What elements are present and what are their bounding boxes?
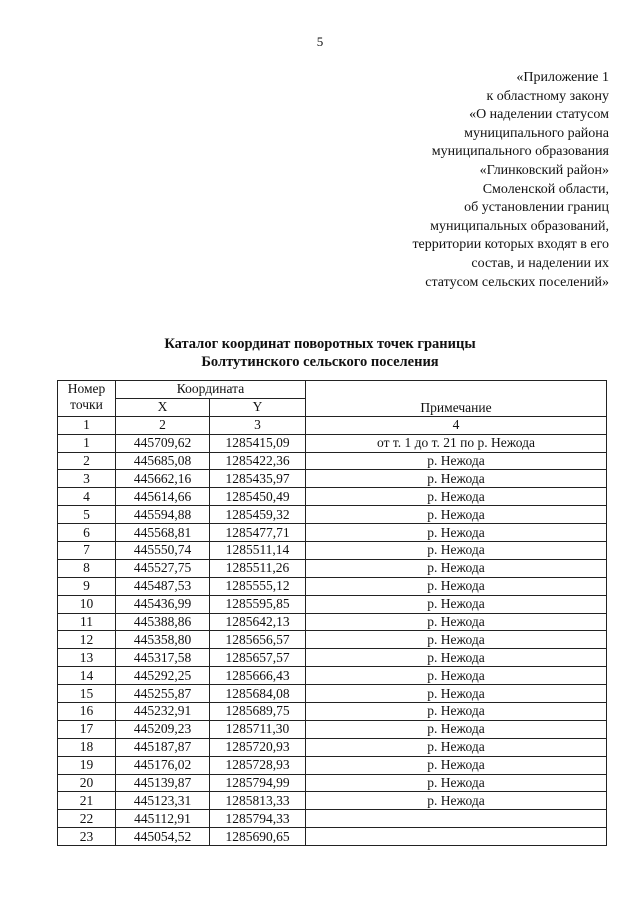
x-coordinate-cell: 445594,88: [116, 506, 210, 524]
column-number-row: [58, 416, 607, 434]
point-number-cell: 4: [58, 488, 116, 506]
y-coordinate-cell: 1285666,43: [210, 667, 306, 685]
note-cell: р. Нежода: [306, 756, 607, 774]
appendix-line: «Глинковский район»: [479, 162, 609, 178]
table-row: [58, 756, 607, 774]
table-row: [58, 685, 607, 703]
point-number-cell: 6: [58, 524, 116, 542]
y-coordinate-cell: 1285684,08: [210, 685, 306, 703]
page-number: 5: [316, 34, 324, 49]
x-coordinate-cell: 445139,87: [116, 774, 210, 792]
note-cell: р. Нежода: [306, 738, 607, 756]
x-coordinate-cell: 445685,08: [116, 452, 210, 470]
x-coordinate-cell: 445209,23: [116, 720, 210, 738]
point-number-cell: 16: [58, 703, 116, 721]
point-number-cell: 7: [58, 542, 116, 560]
y-coordinate-cell: 1285595,85: [210, 595, 306, 613]
appendix-line: муниципального образования: [431, 144, 609, 160]
note-cell: р. Нежода: [306, 792, 607, 810]
y-coordinate-cell: 1285689,75: [210, 703, 306, 721]
table-row: [58, 542, 607, 560]
note-cell: р. Нежода: [306, 667, 607, 685]
note-cell: от т. 1 до т. 21 по р. Нежода: [306, 434, 607, 452]
header-point-number: [58, 381, 116, 417]
point-number-cell: 21: [58, 792, 116, 810]
table-row: [58, 577, 607, 595]
x-coordinate-cell: 445527,75: [116, 559, 210, 577]
table-row: [58, 470, 607, 488]
appendix-line: статусом сельских поселений»: [425, 274, 609, 290]
x-coordinate-cell: 445232,91: [116, 703, 210, 721]
note-cell: р. Нежода: [306, 470, 607, 488]
table-row: [58, 559, 607, 577]
note-cell: р. Нежода: [306, 685, 607, 703]
x-coordinate-cell: 445255,87: [116, 685, 210, 703]
x-coordinate-cell: 445187,87: [116, 738, 210, 756]
point-number-cell: 2: [58, 452, 116, 470]
x-coordinate-cell: 445568,81: [116, 524, 210, 542]
note-cell: р. Нежода: [306, 613, 607, 631]
point-number-cell: 20: [58, 774, 116, 792]
x-coordinate-cell: 445292,25: [116, 667, 210, 685]
title-line: Каталог координат поворотных точек границы: [164, 336, 476, 352]
column-number: 2: [116, 416, 210, 434]
x-coordinate-cell: 445614,66: [116, 488, 210, 506]
table-row: [58, 703, 607, 721]
point-number-cell: 10: [58, 595, 116, 613]
appendix-line: муниципальных образований,: [430, 218, 609, 234]
note-cell: р. Нежода: [306, 542, 607, 560]
appendix-heading: [349, 69, 609, 292]
appendix-line: «Приложение 1: [516, 70, 609, 85]
appendix-line: Смоленской области,: [482, 181, 609, 197]
y-coordinate-cell: 1285711,30: [210, 720, 306, 738]
y-coordinate-cell: 1285415,09: [210, 434, 306, 452]
y-coordinate-cell: 1285642,13: [210, 613, 306, 631]
table-row: [58, 667, 607, 685]
table-row: [58, 524, 607, 542]
appendix-line: об установлении границ: [464, 200, 609, 216]
title-line: Болтутинского сельского поселения: [201, 354, 439, 370]
x-coordinate-cell: 445112,91: [116, 810, 210, 828]
point-number-cell: 12: [58, 631, 116, 649]
appendix-line: территории которых входят в его: [412, 237, 609, 253]
point-number-cell: 17: [58, 720, 116, 738]
x-coordinate-cell: 445662,16: [116, 470, 210, 488]
y-coordinate-cell: 1285794,99: [210, 774, 306, 792]
y-coordinate-cell: 1285720,93: [210, 738, 306, 756]
table-row: [58, 452, 607, 470]
column-number: 4: [306, 416, 607, 434]
y-coordinate-cell: 1285656,57: [210, 631, 306, 649]
note-cell: р. Нежода: [306, 452, 607, 470]
y-coordinate-cell: 1285450,49: [210, 488, 306, 506]
note-cell: р. Нежода: [306, 631, 607, 649]
coordinates-table: [57, 380, 607, 846]
appendix-line: муниципального района: [464, 125, 609, 141]
x-coordinate-cell: 445709,62: [116, 434, 210, 452]
header-coordinate: Координата: [116, 381, 306, 399]
column-number: 1: [58, 416, 116, 434]
table-row: [58, 488, 607, 506]
point-number-cell: 13: [58, 649, 116, 667]
point-number-cell: 22: [58, 810, 116, 828]
y-coordinate-cell: 1285690,65: [210, 828, 306, 846]
x-coordinate-cell: 445176,02: [116, 756, 210, 774]
x-coordinate-cell: 445388,86: [116, 613, 210, 631]
table-header-row: [58, 381, 607, 399]
table-row: [58, 774, 607, 792]
y-coordinate-cell: 1285435,97: [210, 470, 306, 488]
header-y: Y: [210, 398, 306, 416]
document-title: [0, 335, 640, 371]
note-cell: [306, 810, 607, 828]
x-coordinate-cell: 445358,80: [116, 631, 210, 649]
x-coordinate-cell: 445317,58: [116, 649, 210, 667]
y-coordinate-cell: 1285813,33: [210, 792, 306, 810]
point-number-cell: 18: [58, 738, 116, 756]
point-number-cell: 9: [58, 577, 116, 595]
y-coordinate-cell: 1285422,36: [210, 452, 306, 470]
table-row: [58, 792, 607, 810]
point-number-cell: 15: [58, 685, 116, 703]
header-num-line2: точки: [70, 397, 103, 412]
x-coordinate-cell: 445054,52: [116, 828, 210, 846]
x-coordinate-cell: 445487,53: [116, 577, 210, 595]
y-coordinate-cell: 1285511,26: [210, 559, 306, 577]
table-row: [58, 720, 607, 738]
x-coordinate-cell: 445550,74: [116, 542, 210, 560]
point-number-cell: 23: [58, 828, 116, 846]
note-cell: р. Нежода: [306, 720, 607, 738]
header-num-line1: Номер: [67, 381, 106, 396]
table-row: [58, 810, 607, 828]
table-row: [58, 649, 607, 667]
point-number-cell: 11: [58, 613, 116, 631]
table-row: [58, 595, 607, 613]
y-coordinate-cell: 1285511,14: [210, 542, 306, 560]
point-number-cell: 5: [58, 506, 116, 524]
note-cell: р. Нежода: [306, 649, 607, 667]
y-coordinate-cell: 1285555,12: [210, 577, 306, 595]
point-number-cell: 8: [58, 559, 116, 577]
x-coordinate-cell: 445123,31: [116, 792, 210, 810]
appendix-line: к областному закону: [486, 88, 609, 104]
table-row: [58, 738, 607, 756]
y-coordinate-cell: 1285477,71: [210, 524, 306, 542]
table-row: [58, 631, 607, 649]
header-note: Примечание: [306, 381, 607, 417]
appendix-line: состав, и наделении их: [471, 255, 609, 271]
note-cell: р. Нежода: [306, 506, 607, 524]
point-number-cell: 3: [58, 470, 116, 488]
note-cell: р. Нежода: [306, 577, 607, 595]
point-number-cell: 14: [58, 667, 116, 685]
table-row: [58, 613, 607, 631]
column-number: 3: [210, 416, 306, 434]
note-cell: р. Нежода: [306, 524, 607, 542]
y-coordinate-cell: 1285728,93: [210, 756, 306, 774]
x-coordinate-cell: 445436,99: [116, 595, 210, 613]
note-cell: р. Нежода: [306, 488, 607, 506]
note-cell: [306, 828, 607, 846]
point-number-cell: 1: [58, 434, 116, 452]
y-coordinate-cell: 1285459,32: [210, 506, 306, 524]
header-x: X: [116, 398, 210, 416]
appendix-line: «О наделении статусом: [469, 107, 609, 123]
note-cell: р. Нежода: [306, 703, 607, 721]
y-coordinate-cell: 1285794,33: [210, 810, 306, 828]
note-cell: р. Нежода: [306, 774, 607, 792]
point-number-cell: 19: [58, 756, 116, 774]
note-cell: р. Нежода: [306, 595, 607, 613]
table-row: [58, 434, 607, 452]
note-cell: р. Нежода: [306, 559, 607, 577]
table-body: [58, 434, 607, 845]
table-row: [58, 828, 607, 846]
table-row: [58, 506, 607, 524]
y-coordinate-cell: 1285657,57: [210, 649, 306, 667]
